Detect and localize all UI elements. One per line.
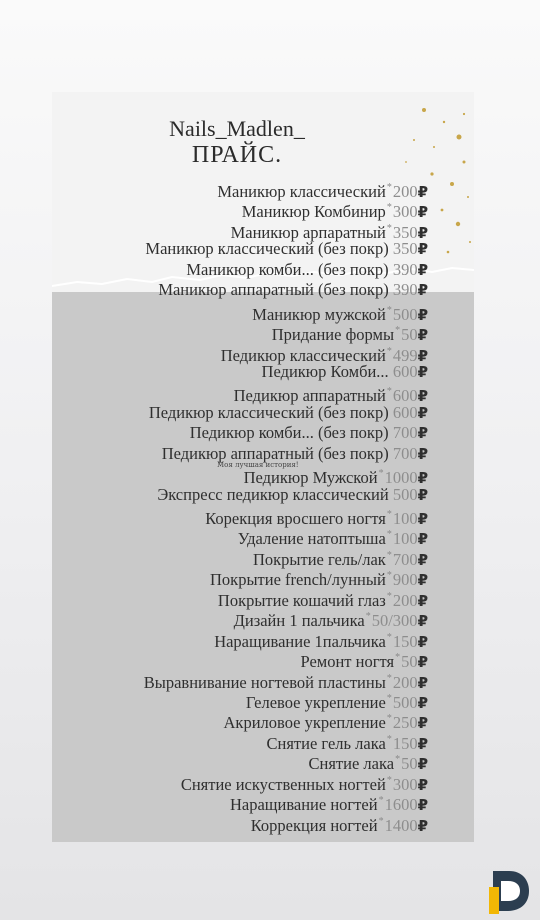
price-list-item	[52, 587, 428, 610]
price-value: 150	[392, 631, 418, 651]
price-value: 700	[392, 443, 418, 463]
asterisk-mark: *	[378, 795, 384, 807]
ruble-sign: ₽	[417, 796, 428, 815]
ruble-sign: ₽	[417, 362, 428, 381]
service-name: Покрытие кошачий глаз	[217, 590, 386, 610]
price-value: 200	[392, 672, 418, 692]
service-name: Экспресс педикюр классический	[157, 484, 389, 504]
price-value: 350	[392, 239, 418, 259]
price-list-item	[52, 280, 428, 300]
price-list-item	[52, 607, 428, 631]
price-value: 50	[401, 325, 418, 345]
asterisk-mark: *	[386, 774, 392, 786]
service-name: Педикюр классический	[220, 345, 386, 365]
ruble-sign: ₽	[417, 346, 428, 365]
asterisk-mark: *	[386, 202, 392, 214]
ruble-sign: ₽	[417, 510, 428, 528]
price-list-item	[52, 730, 428, 753]
service-name: Снятие лака	[308, 754, 395, 774]
asterisk-mark: *	[395, 652, 401, 664]
asterisk-mark: *	[386, 304, 392, 316]
asterisk-mark: *	[386, 345, 392, 357]
service-price	[393, 362, 428, 381]
asterisk-mark: *	[378, 468, 384, 480]
price-value: 250	[392, 713, 418, 733]
service-price	[393, 280, 428, 299]
asterisk-mark: *	[386, 631, 392, 643]
page-title: ПРАЙС.	[191, 142, 283, 168]
ruble-sign: ₽	[417, 240, 428, 259]
ruble-sign: ₽	[417, 326, 428, 345]
brand-name: Nails_Madlen_	[169, 116, 305, 141]
price-value: 350	[392, 222, 418, 242]
price-list-item	[52, 382, 428, 406]
brand-logo-icon[interactable]	[487, 865, 533, 915]
service-name: Маникюр мужской	[252, 304, 386, 324]
ruble-sign: ₽	[417, 183, 428, 201]
price-list-item	[52, 648, 428, 672]
service-name: Коррекция ногтей	[250, 815, 378, 835]
ruble-sign: ₽	[417, 693, 428, 712]
asterisk-mark: *	[386, 222, 392, 234]
price-value: 700	[392, 549, 418, 569]
ruble-sign: ₽	[417, 755, 428, 774]
overlay-caption: Моя лучшая история!	[217, 461, 299, 469]
price-value: 700	[392, 423, 418, 443]
service-name: Педикюр аппаратный (без покр)	[161, 443, 389, 463]
service-name: Педикюр классический (без покр)	[148, 402, 389, 422]
asterisk-mark: *	[386, 590, 392, 602]
price-list-item	[52, 362, 428, 382]
service-name: Ремонт ногтя	[300, 652, 395, 672]
service-name: Корекция вросшего ногтя	[205, 509, 386, 528]
ruble-sign: ₽	[417, 714, 428, 733]
price-value: 1600	[384, 795, 418, 815]
price-list-item	[52, 321, 428, 345]
price-list-item	[52, 709, 428, 733]
asterisk-mark: *	[386, 529, 392, 541]
price-list-item	[52, 239, 428, 259]
asterisk-mark: *	[386, 386, 392, 398]
service-price	[393, 239, 428, 258]
ruble-sign: ₽	[417, 223, 428, 242]
price-value: 390	[392, 280, 418, 300]
ruble-sign: ₽	[417, 305, 428, 324]
price-list-item	[52, 301, 428, 324]
ruble-sign: ₽	[417, 469, 428, 488]
asterisk-mark: *	[395, 325, 401, 337]
price-list-item	[52, 505, 428, 528]
service-name: Педикюр аппаратный	[233, 386, 386, 406]
service-price	[393, 485, 428, 504]
price-value: 900	[392, 570, 418, 590]
service-name: Снятие искуственных ногтей	[180, 774, 386, 794]
asterisk-mark: *	[386, 549, 392, 561]
ruble-sign: ₽	[417, 530, 428, 549]
ruble-sign: ₽	[417, 775, 428, 794]
service-name: Гелевое укрепление	[245, 692, 386, 712]
service-name: Наращивание 1пальчика	[214, 631, 386, 651]
service-name: Снятие гель лака	[266, 733, 386, 753]
service-name: Наращивание ногтей	[229, 795, 378, 815]
service-name: Покрытие гель/лак	[253, 549, 386, 569]
asterisk-mark: *	[378, 815, 384, 827]
asterisk-mark: *	[395, 754, 401, 766]
ruble-sign: ₽	[417, 485, 428, 504]
service-name: Маникюр Комбинир	[241, 202, 386, 222]
price-value: 600	[392, 402, 418, 422]
price-value: 100	[392, 509, 418, 528]
price-list-item	[52, 546, 428, 569]
ruble-sign: ₽	[417, 653, 428, 672]
ruble-sign: ₽	[417, 591, 428, 610]
asterisk-mark: *	[386, 733, 392, 745]
price-value: 50/300	[371, 611, 418, 631]
ruble-sign: ₽	[417, 403, 428, 422]
service-name: Выравнивание ногтевой пластины	[143, 672, 386, 692]
price-value: 300	[392, 774, 418, 794]
ruble-sign: ₽	[417, 571, 428, 590]
service-name: Маникюр аппаратный (без покр)	[158, 280, 389, 300]
price-value: 100	[392, 529, 418, 549]
price-list-item	[52, 566, 428, 590]
service-name: Маникюр классический	[217, 182, 386, 201]
price-value: 600	[392, 386, 418, 406]
price-list-item	[52, 178, 428, 201]
ruble-sign: ₽	[417, 387, 428, 406]
service-name: Придание формы	[271, 325, 395, 345]
service-name: Педикюр комби... (без покр)	[189, 423, 389, 443]
service-name: Педикюр Комби...	[261, 361, 389, 381]
price-value: 150	[392, 733, 418, 753]
price-value: 200	[392, 590, 418, 610]
asterisk-mark: *	[386, 672, 392, 684]
price-list-item	[52, 669, 428, 692]
price-list-item	[52, 260, 428, 280]
price-value: 200	[392, 182, 418, 201]
price-value: 499	[392, 345, 418, 365]
asterisk-mark: *	[365, 611, 371, 623]
service-price	[385, 816, 428, 835]
ruble-sign: ₽	[417, 260, 428, 279]
service-name: Дизайн 1 пальчика	[233, 611, 365, 631]
price-list-item	[52, 485, 428, 505]
service-price	[393, 260, 428, 279]
price-value: 1400	[384, 815, 418, 835]
service-name: Педикюр Мужской	[243, 468, 378, 488]
price-list-item	[52, 342, 428, 365]
price-list-item	[52, 219, 428, 242]
service-name: Покрытие french/лунный	[210, 570, 386, 590]
price-list-item	[52, 689, 428, 712]
asterisk-mark: *	[386, 570, 392, 582]
price-value: 1000	[384, 468, 418, 488]
price-value: 50	[401, 754, 418, 774]
price-list-item	[52, 812, 428, 835]
ruble-sign: ₽	[417, 816, 428, 835]
ruble-sign: ₽	[417, 734, 428, 753]
price-list-item	[52, 403, 428, 423]
asterisk-mark: *	[386, 713, 392, 725]
service-price	[393, 444, 428, 463]
asterisk-mark: *	[386, 509, 392, 520]
service-name: Маникюр комби... (без покр)	[186, 259, 389, 279]
price-value: 600	[392, 361, 418, 381]
price-list	[52, 178, 428, 835]
ruble-sign: ₽	[417, 281, 428, 300]
price-value: 390	[392, 259, 418, 279]
service-price	[393, 423, 428, 442]
price-list-item	[52, 423, 428, 443]
ruble-sign: ₽	[417, 444, 428, 463]
ruble-sign: ₽	[417, 424, 428, 443]
price-list-item	[52, 791, 428, 815]
service-price	[393, 403, 428, 422]
ruble-sign: ₽	[417, 203, 428, 222]
price-list-item	[52, 750, 428, 774]
price-list-item	[52, 198, 428, 222]
price-list-item	[52, 771, 428, 794]
price-card	[52, 92, 474, 842]
price-value: 500	[392, 304, 418, 324]
asterisk-mark: *	[386, 692, 392, 704]
asterisk-mark: *	[386, 182, 392, 193]
price-list-item	[52, 628, 428, 651]
price-value: 500	[392, 692, 418, 712]
ruble-sign: ₽	[417, 612, 428, 631]
price-value: 50	[401, 652, 418, 672]
service-name: Акриловое укрепление	[223, 713, 386, 733]
service-name: Маникюр классический (без покр)	[145, 239, 389, 259]
price-list-item	[52, 525, 428, 549]
service-name: Удаление натоптыша	[237, 529, 386, 549]
price-value: 500	[392, 484, 418, 504]
price-value: 300	[392, 202, 418, 222]
service-name: Маникюр арпаратный	[230, 222, 386, 242]
ruble-sign: ₽	[417, 632, 428, 651]
ruble-sign: ₽	[417, 673, 428, 692]
ruble-sign: ₽	[417, 550, 428, 569]
